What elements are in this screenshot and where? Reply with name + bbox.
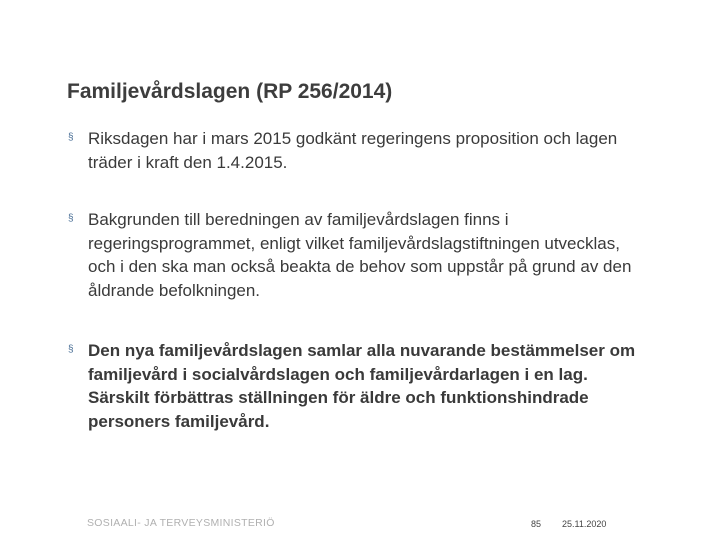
- bullet-marker-icon: §: [68, 132, 74, 143]
- bullet-marker-icon: §: [68, 344, 74, 355]
- bullet-text: Riksdagen har i mars 2015 godkänt regeringens proposition och lagen träder i kraft den 1.4.2015.: [88, 129, 618, 172]
- bullet-text: Den nya familjevårdslagen samlar alla nuvarande bestämmelser om familjevård i socialvårdslagen och familjevårdarlagen i en lag. Särskilt förbättras ställningen för äldre och funktionshindrade personers familjevård.: [88, 341, 636, 431]
- bullet-marker-icon: §: [68, 213, 74, 224]
- bullet-item: [68, 127, 648, 174]
- ministry-logo-text: SOSIAALI- JA TERVEYSMINISTERIÖ: [87, 517, 275, 529]
- bullet-item: [68, 339, 648, 433]
- page-number: 85: [531, 519, 542, 529]
- slide-title: Familjevårdslagen (RP 256/2014): [67, 80, 393, 103]
- slide-date: 25.11.2020: [562, 519, 607, 529]
- bullet-item: [68, 208, 648, 302]
- bullet-text: Bakgrunden till beredningen av familjevårdslagen finns i regeringsprogrammet, enligt vilket familjevårdslagstiftningen utvecklas, och i den ska man också beakta de behov som uppstår på grund av den åldrande befolkningen.: [88, 210, 632, 300]
